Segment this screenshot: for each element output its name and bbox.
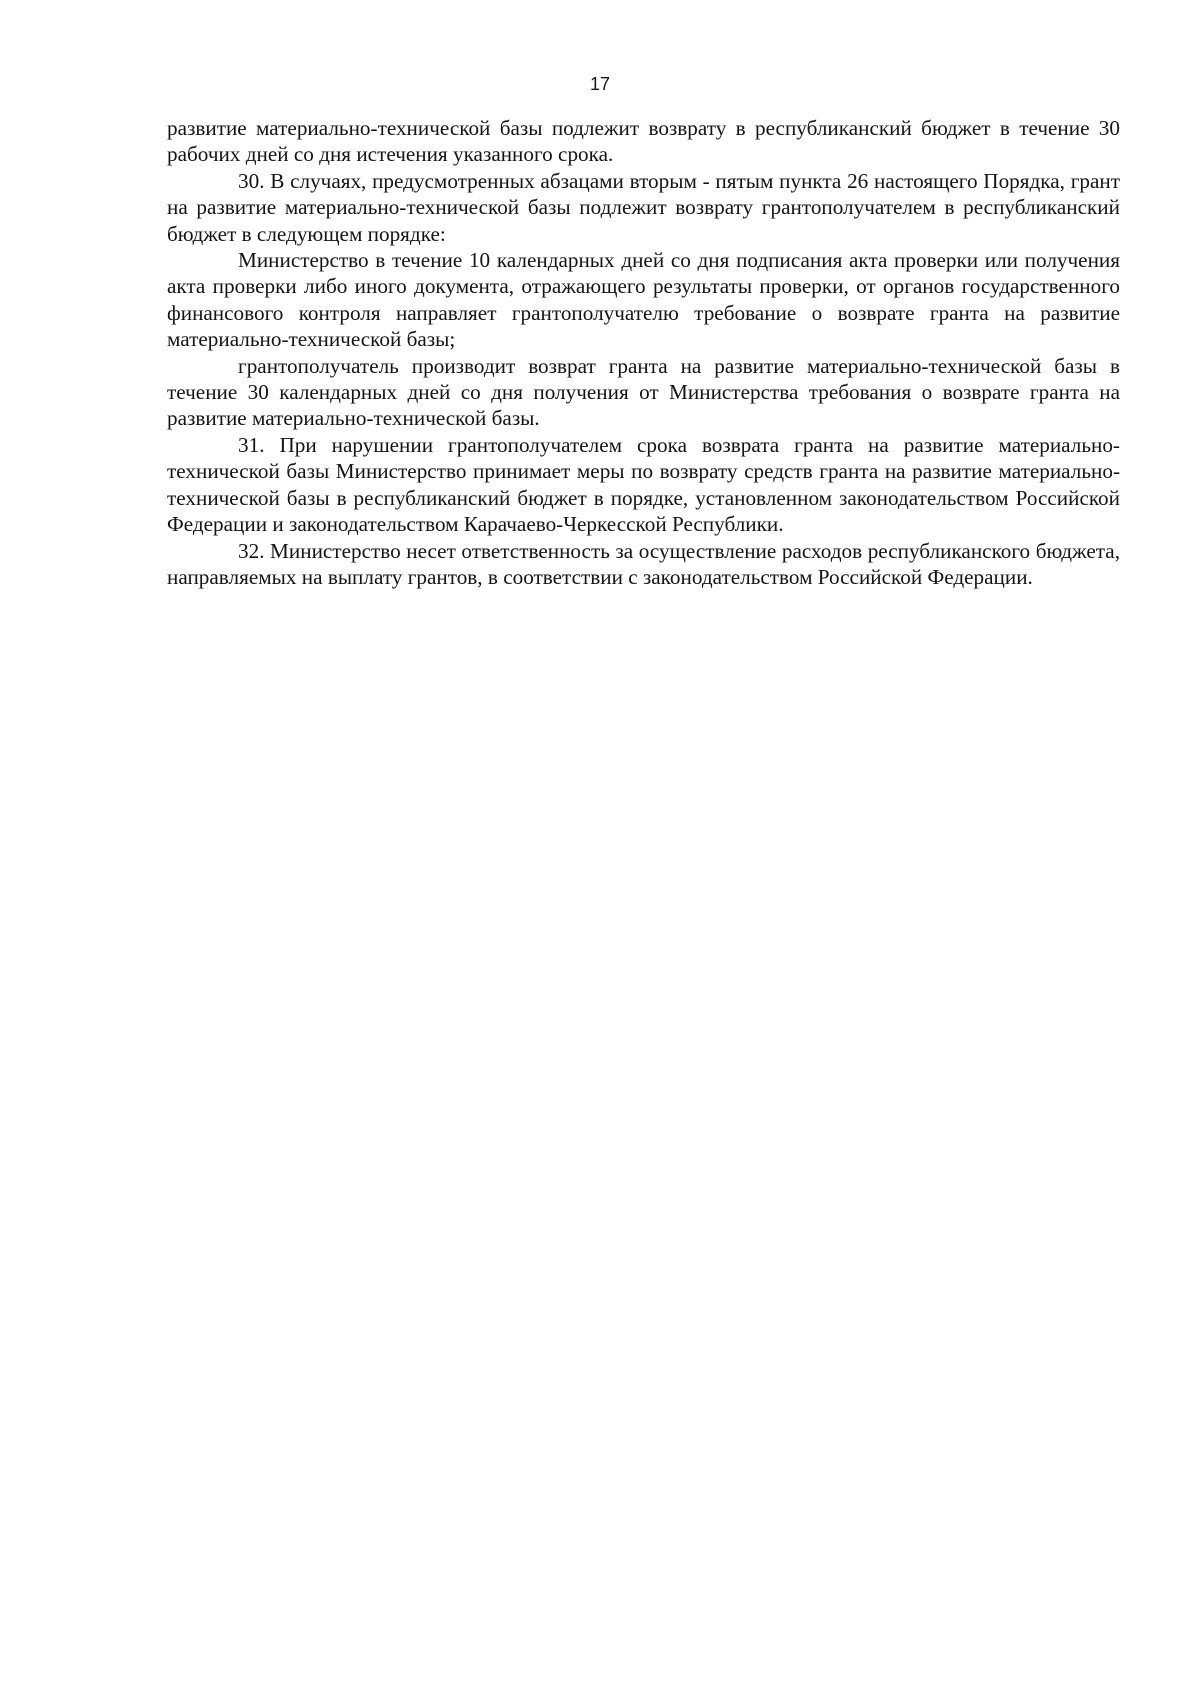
- document-body: [167, 115, 1120, 590]
- paragraph-30-recipient: грантополучатель производит возврат гранта на развитие материально-технической базы в течение 30 календарных дней со дня получения от Министерства требования о возврате гранта на развитие материально-технической базы.: [167, 353, 1120, 431]
- paragraph-continuation: развитие материально-технической базы подлежит возврату в республиканский бюджет в течение 30 рабочих дней со дня истечения указанного срока.: [167, 116, 1120, 167]
- paragraph-32: 32. Министерство несет ответственность за осуществление расходов республиканского бюджета, направляемых на выплату грантов, в соответствии с законодательством Российской Федерации.: [167, 538, 1120, 589]
- page-number: 17: [589, 74, 611, 94]
- paragraph-31: 31. При нарушении грантополучателем срока возврата гранта на развитие материально-технической базы Министерство принимает меры по возврату средств гранта на развитие материально-технической базы в республиканский бюджет в порядке, установленном законодательством Российской Федерации и законодательством Карачаево-Черкесской Республики.: [167, 432, 1120, 537]
- paragraph-30-ministry: Министерство в течение 10 календарных дней со дня подписания акта проверки или получения акта проверки либо иного документа, отражающего результаты проверки, от органов государственного финансового контроля направляет грантополучателю требование о возврате гранта на развитие материально-технической базы;: [167, 248, 1120, 352]
- paragraph-30: 30. В случаях, предусмотренных абзацами вторым - пятым пункта 26 настоящего Порядка, грант на развитие материально-технической базы подлежит возврату грантополучателем в республиканский бюджет в следующем порядке:: [167, 168, 1120, 246]
